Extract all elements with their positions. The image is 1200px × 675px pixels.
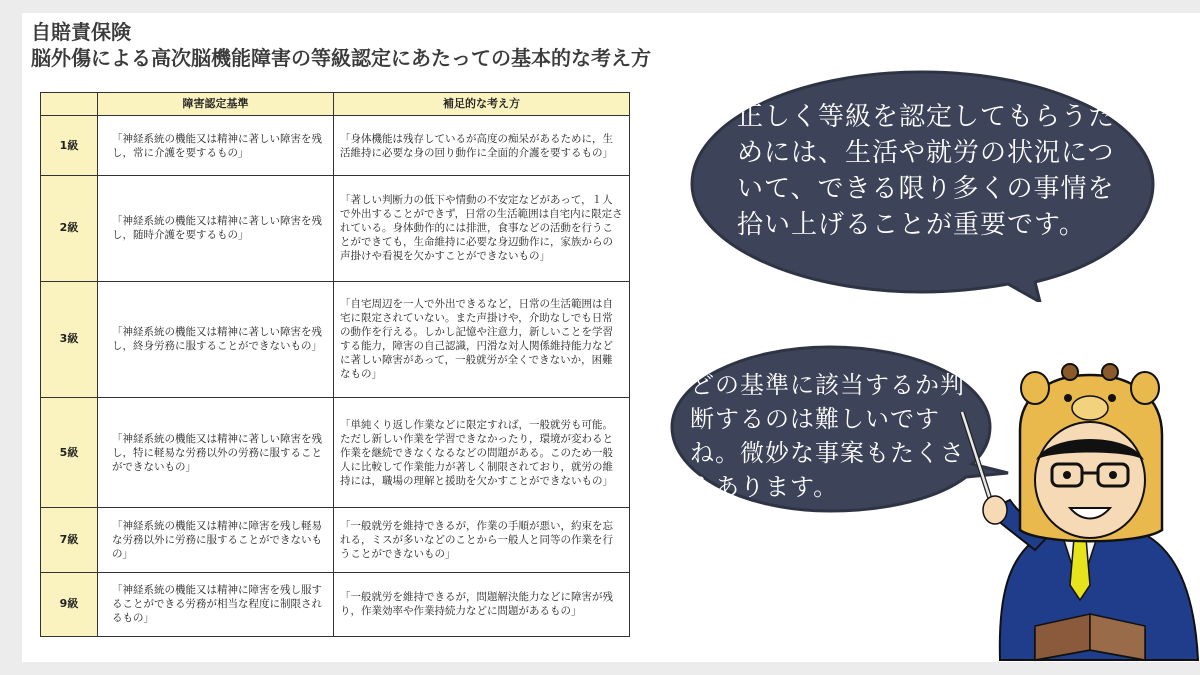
table-header-row (41, 93, 630, 116)
grade-cell: 3級 (41, 281, 98, 397)
table-row (41, 508, 630, 572)
supplement-cell: 「著しい判断力の低下や情動の不安定などがあって，１人で外出することができず，日常の生活範囲は自宅内に限定されている。身体動作的には排泄，食事などの活動を行うことができても，生命維持に必要な身辺動作に，家族からの声掛けや看視を欠かすことができないもの」 (334, 176, 630, 281)
supplement-cell: 「自宅周辺を一人で外出できるなど，日常の生活範囲は自宅に限定されていない。また声掛けや，介助なしでも日常の動作を行える。しかし記憶や注意力，新しいことを学習する能力，障害の自己認識，円滑な対人関係維持能力などに著しい障害があって，一般就労が全くできないか，困難なもの」 (334, 281, 630, 397)
standard-cell: 「神経系統の機能又は精神に著しい障害を残し，終身労務に服することができないもの」 (98, 281, 334, 397)
standard-cell: 「神経系統の機能又は精神に障害を残し軽易な労務以外に労務に服することができないもの」 (98, 508, 334, 572)
standard-cell: 「神経系統の機能又は精神に著しい障害を残し，特に軽易な労務以外の労務に服することができないもの」 (98, 398, 334, 508)
title-line-1: 自賠責保険 (31, 20, 131, 44)
giraffe-hood-teacher-illustration (940, 360, 1200, 675)
grade-cell: 9級 (41, 572, 98, 636)
supplement-cell: 「単純くり返し作業などに限定すれば，一般就労も可能。ただし新しい作業を学習できなかったり，環境が変わると作業を継続できなくなるなどの問題がある。このため一般人に比較して作業能力が著しく制限されており，就労の維持には，職場の理解と援助を欠かすことができないもの」 (334, 398, 630, 508)
grade-cell: 1級 (41, 116, 98, 176)
table-row (41, 281, 630, 397)
supplement-cell: 「一般就労を維持できるが，作業の手順が悪い，約束を忘れる，ミスが多いなどのことから一般人と同等の作業を行うことができないもの」 (334, 508, 630, 572)
standard-cell: 「神経系統の機能又は精神に著しい障害を残し，常に介護を要するもの」 (98, 116, 334, 176)
grade-cell: 7級 (41, 508, 98, 572)
standard-cell: 「神経系統の機能又は精神に障害を残し服することができる労務が相当な程度に制限されるもの」 (98, 572, 334, 636)
table-row (41, 572, 630, 636)
hand (983, 496, 1007, 524)
header-empty-cell (41, 93, 98, 116)
speech-bubble-main-text: 正しく等級を認定してもらうためには、生活や就労の状況について、できる限り多くの事情を拾い上げることが重要です。 (737, 102, 1116, 240)
header-supplement: 補足的な考え方 (334, 93, 630, 116)
table-row (41, 116, 630, 176)
title-line-2: 脳外傷による高次脳機能障害の等級認定にあたっての基本的な考え方 (31, 46, 651, 70)
standard-cell: 「神経系統の機能又は精神に著しい障害を残し，随時介護を要するもの」 (98, 176, 334, 281)
yellow-tie (1070, 538, 1090, 600)
table-row (41, 398, 630, 508)
slide-title (31, 19, 651, 71)
supplement-cell: 「身体機能は残存しているが高度の痴呆があるために，生活維持に必要な身の回り動作に全面的介護を要するもの」 (334, 116, 630, 176)
speech-bubble-small-text: どの基準に該当するか判断するのは難しいですね。微妙な事案もたくさんあります。 (690, 371, 965, 501)
grade-criteria-table (40, 92, 630, 637)
supplement-cell: 「一般就労を維持できるが，問題解決能力などに障害が残り，作業効率や作業持続力などに問題があるもの」 (334, 572, 630, 636)
table-row (41, 176, 630, 281)
header-standard: 障害認定基準 (98, 93, 334, 116)
grade-cell: 2級 (41, 176, 98, 281)
grade-cell: 5級 (41, 398, 98, 508)
